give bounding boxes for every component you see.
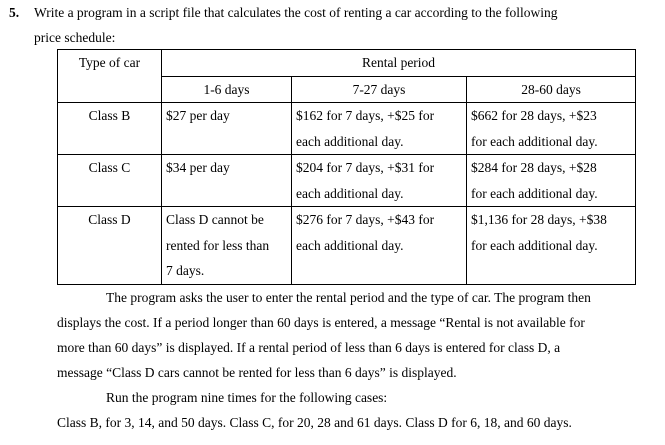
car-class-b: Class B <box>58 103 162 155</box>
class-b-1-6-days <box>162 103 292 155</box>
cell-line: each additional day. <box>296 185 404 201</box>
cell-line: for each additional day. <box>471 237 598 253</box>
class-d-1-6-days <box>162 207 292 285</box>
class-b-28-60-days <box>467 103 636 155</box>
cell-line: $162 for 7 days, +$25 for <box>296 108 435 123</box>
period-7-27-days: 7-27 days <box>292 76 467 103</box>
class-d-7-27-days <box>292 207 467 285</box>
header-rental-period: Rental period <box>162 50 636 77</box>
class-c-7-27-days <box>292 155 467 207</box>
problem-number: 5. <box>9 5 20 20</box>
cell-line: $34 per day <box>166 160 230 175</box>
cell-line: each additional day. <box>296 133 404 149</box>
cell-line: Class D cannot be <box>166 212 264 227</box>
period-1-6-days: 1-6 days <box>162 76 292 103</box>
cell-line: $276 for 7 days, +$43 for <box>296 212 435 227</box>
cell-line: for each additional day. <box>471 185 598 201</box>
table-row <box>58 207 636 285</box>
cell-line: $1,136 for 28 days, +$38 <box>471 212 607 227</box>
body-line-2: displays the cost. If a period longer than 60 days is entered, a message “Rental is not available for <box>57 315 585 330</box>
class-d-28-60-days <box>467 207 636 285</box>
body-line-1: The program asks the user to enter the rental period and the type of car. The program then <box>106 290 591 305</box>
problem-intro-line-1: Write a program in a script file that calculates the cost of renting a car according to the following <box>34 5 558 20</box>
problem-intro-line-2: price schedule: <box>34 30 116 45</box>
car-class-c: Class C <box>58 155 162 207</box>
body-line-4: message “Class D cars cannot be rented for less than 6 days” is displayed. <box>57 365 457 380</box>
cell-line: $284 for 28 days, +$28 <box>471 160 597 175</box>
period-28-60-days: 28-60 days <box>467 76 636 103</box>
body-line-3: more than 60 days” is displayed. If a rental period of less than 6 days is entered for class D, a <box>57 340 561 355</box>
cell-line: $662 for 28 days, +$23 <box>471 108 597 123</box>
price-schedule-table <box>57 49 636 285</box>
cell-line: 7 days. <box>166 263 205 278</box>
class-c-28-60-days <box>467 155 636 207</box>
cell-line: each additional day. <box>296 237 404 253</box>
cell-line: rented for less than <box>166 237 270 253</box>
table-header-row <box>58 50 636 77</box>
class-c-1-6-days <box>162 155 292 207</box>
cell-line: for each additional day. <box>471 133 598 149</box>
table-row <box>58 155 636 207</box>
table-row <box>58 103 636 155</box>
car-class-d: Class D <box>58 207 162 285</box>
body-line-6: Class B, for 3, 14, and 50 days. Class C, for 20, 28 and 61 days. Class D for 6, 18, and 60 days. <box>57 415 572 430</box>
cell-line: $27 per day <box>166 108 230 123</box>
cell-line: $204 for 7 days, +$31 for <box>296 160 435 175</box>
body-line-5: Run the program nine times for the following cases: <box>106 390 388 405</box>
header-type-of-car: Type of car <box>58 50 162 103</box>
class-b-7-27-days <box>292 103 467 155</box>
